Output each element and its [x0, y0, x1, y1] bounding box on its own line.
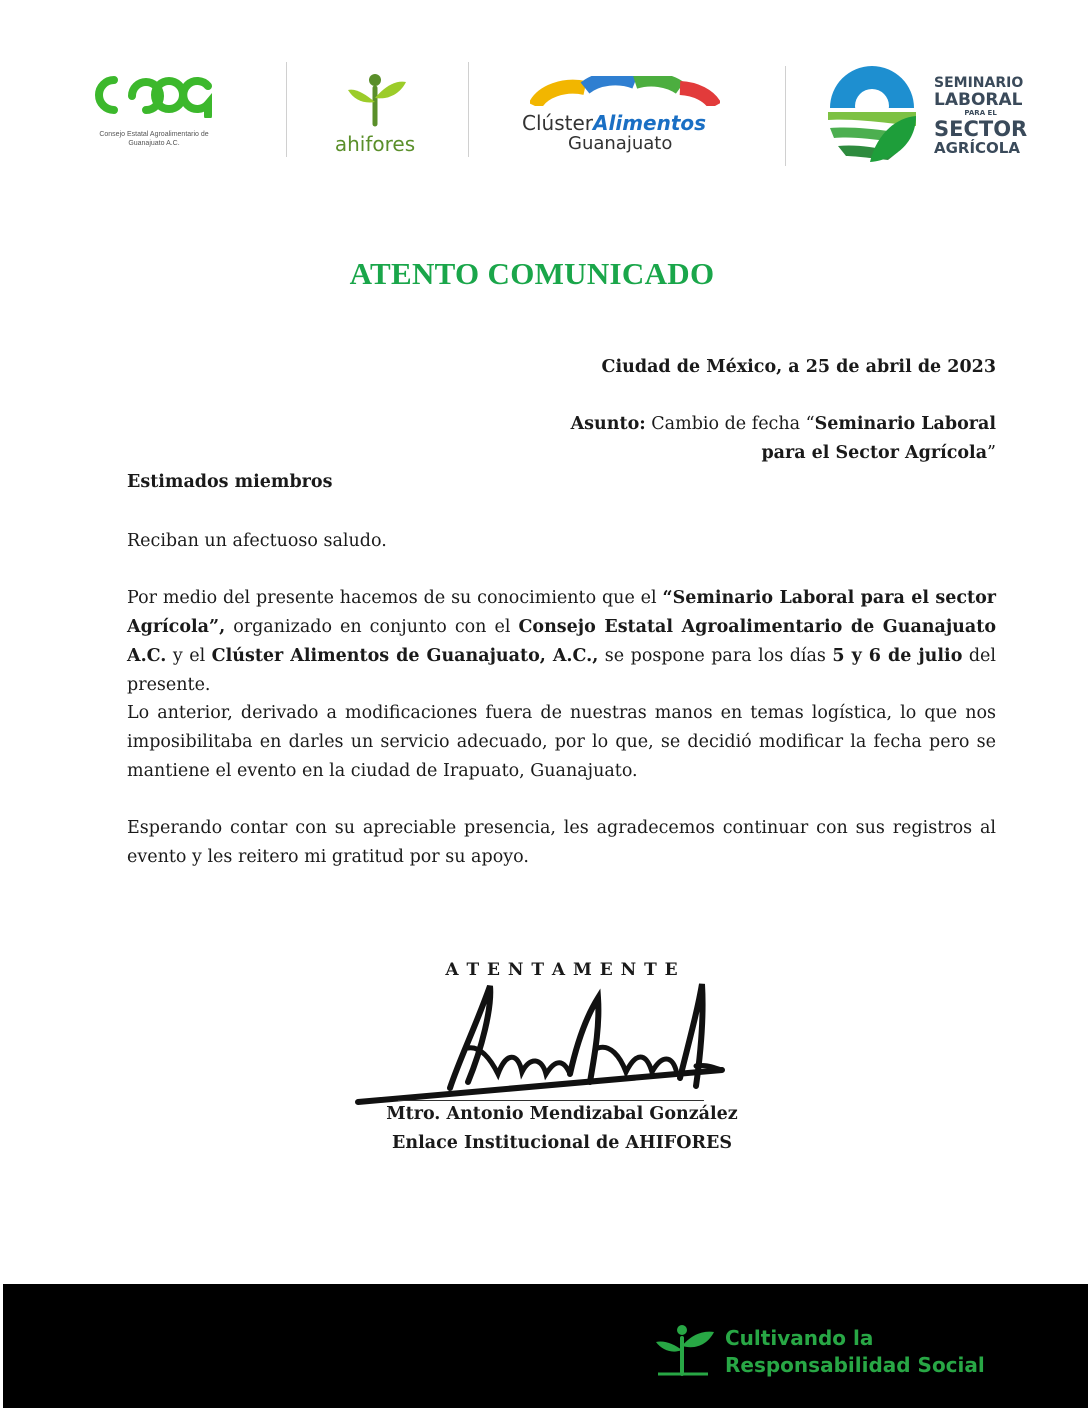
p1-text: se pospone para los días	[598, 646, 833, 666]
subject-label: Asunto:	[570, 414, 646, 434]
p1-text: organizado en conjunto con el	[225, 617, 519, 637]
p1-bold: “Seminario Laboral para el sector Agrícola”,	[127, 588, 996, 637]
header-logos	[0, 0, 1088, 200]
subject-quote-open: “	[805, 414, 815, 434]
ceog-mark-icon	[92, 72, 216, 118]
ceog-logo	[92, 72, 222, 152]
cluster-line2: Guanajuato	[568, 133, 673, 154]
footer-slogan	[725, 1325, 985, 1379]
ahifores-logo	[330, 72, 430, 156]
seminario-text	[934, 76, 1027, 156]
ceog-caption: Consejo Estatal Agroalimentario de Guanajuato A.C.	[99, 131, 209, 147]
sprout-icon	[652, 1324, 716, 1376]
document-title: ATENTO COMUNICADO	[349, 256, 715, 291]
subject-bold-2: para el Sector Agrícola	[761, 443, 988, 463]
p1-text: y el	[166, 646, 212, 666]
seminario-l1: SEMINARIO	[934, 75, 1024, 91]
p1-bold: Clúster Alimentos de Guanajuato, A.C.,	[211, 646, 599, 666]
date-text: Ciudad de México, a 25 de abril de 2023	[601, 357, 996, 377]
p1-bold: 5 y 6 de julio	[832, 646, 963, 666]
subject-text: Cambio de fecha	[651, 414, 801, 434]
document-date	[127, 353, 996, 382]
seminario-l4: SECTOR	[934, 117, 1028, 141]
header-divider	[785, 66, 786, 166]
seminario-logo	[824, 66, 1034, 170]
seminario-l3: PARA EL	[964, 109, 997, 117]
rainbow-city-icon	[530, 76, 720, 106]
greeting-text: Estimados miembros	[127, 472, 333, 492]
greeting	[127, 468, 996, 497]
p1-text: Por medio del presente hacemos de su conocimiento que el	[127, 588, 663, 608]
signature-icon	[350, 978, 730, 1108]
sprout-person-icon	[330, 72, 420, 128]
closing: A T E N T A M E N T E	[445, 960, 679, 980]
signature-line	[398, 1100, 704, 1101]
cluster-word: Clúster	[522, 111, 593, 135]
p1-bold: Consejo Estatal Agroalimentario de Guanajuato A.C.	[127, 617, 996, 666]
p1-text: del presente.	[127, 646, 997, 695]
salutation: Reciban un afectuoso saludo.	[127, 531, 387, 551]
document-subject	[127, 410, 996, 468]
paragraph-3: Esperando contar con su apreciable presencia, les agradecemos continuar con sus registros al evento y les reitero mi gratitud por su apoyo.	[127, 818, 996, 867]
seminario-l2: LABORAL	[934, 90, 1023, 110]
subject-bold-1: Seminario Laboral	[814, 414, 996, 434]
seminario-l5: AGRÍCOLA	[934, 139, 1020, 157]
header-divider	[468, 62, 469, 157]
signer-name: Mtro. Antonio Mendizabal González	[386, 1104, 738, 1124]
paragraph-2: Lo anterior, derivado a modificaciones fuera de nuestras manos en temas logística, lo que nos imposibilitaba en darles un servicio adecuado, por lo que, se decidió modificar la fecha pero se mantiene el evento en la ciudad de Irapuato, Guanajuato.	[127, 703, 996, 781]
paragraph-1	[127, 584, 996, 700]
signer-role: Enlace Institucional de AHIFORES	[392, 1133, 732, 1153]
subject-quote-close: ”	[987, 443, 996, 463]
cluster-alimentos-logo	[522, 76, 732, 156]
ahifores-wordmark: ahifores	[334, 132, 416, 156]
footer-line-2: Responsabilidad Social	[725, 1353, 985, 1377]
seminario-emblem-icon	[824, 66, 920, 166]
cluster-line1	[522, 112, 732, 134]
alimentos-word: Alimentos	[593, 111, 707, 135]
footer-line-1: Cultivando la	[725, 1326, 874, 1350]
header-divider	[286, 62, 287, 157]
